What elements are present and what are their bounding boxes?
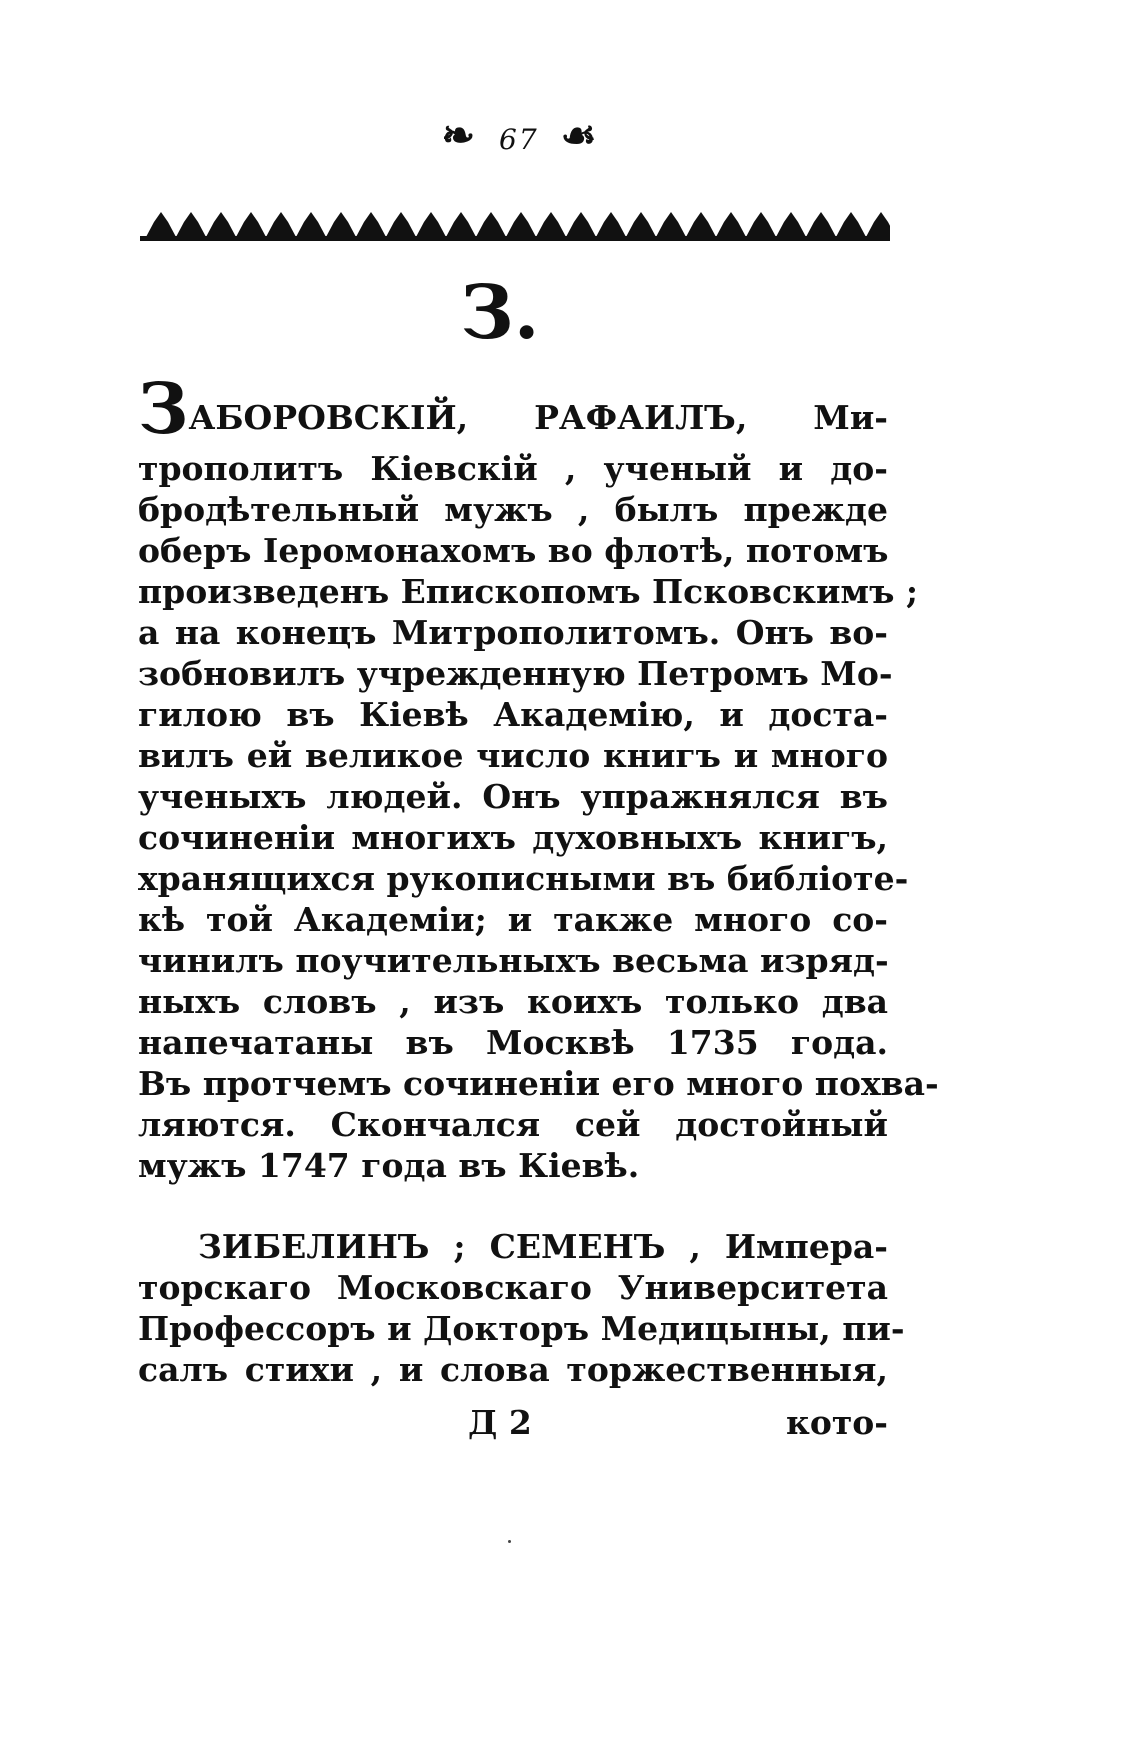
text-line: ЗИБЕЛИНЪ ; СЕМЕНЪ , Импера- — [198, 1227, 888, 1266]
text-line: торскаго Московскаго Университета — [138, 1268, 888, 1307]
right-ornament-icon: ☙ — [560, 112, 599, 159]
left-ornament-icon: ❧ — [441, 112, 478, 159]
text-line: оберъ Іеромонахомъ во флотѣ, потомъ — [138, 531, 889, 570]
ornament-leaf — [716, 212, 746, 237]
drop-cap: З — [138, 367, 189, 450]
text-line: Профессоръ и Докторъ Медицыны, пи- — [138, 1309, 905, 1348]
text-line: ныхъ словъ , изъ коихъ только два — [138, 982, 888, 1021]
ornament-leaf — [866, 212, 890, 237]
text-line: мужъ 1747 года въ Кіевѣ. — [138, 1146, 640, 1185]
page-footer — [138, 1402, 888, 1443]
page-header — [420, 112, 620, 159]
text-line: зобновилъ учрежденную Петромъ Мо- — [138, 654, 893, 693]
text-line: кѣ той Академіи; и также много со- — [138, 900, 888, 939]
text-line: напечатаны въ Москвѣ 1735 года. — [138, 1023, 888, 1062]
text-line: чинилъ поучительныхъ весьма изряд- — [138, 941, 889, 980]
text-line: ученыхъ людей. Онъ упражнялся въ — [138, 777, 888, 816]
text-line — [138, 367, 888, 450]
ornament-leaf — [506, 212, 536, 237]
page-number: 67 — [499, 123, 539, 156]
text-line: сочиненіи многихъ духовныхъ книгъ, — [138, 818, 888, 857]
entry-zaborovsky — [138, 367, 939, 1186]
ornament-leaf — [656, 212, 686, 237]
ornamental-rule-icon — [140, 210, 890, 244]
ornament-leaf — [626, 212, 656, 237]
ornament-leaf — [446, 212, 476, 237]
ornament-leaf — [236, 212, 266, 237]
stray-ink-dot — [508, 1540, 511, 1543]
ornament-leaf — [176, 212, 206, 237]
ornament-leaf — [296, 212, 326, 237]
ornament-leaf — [806, 212, 836, 237]
text-line: трополитъ Кіевскій , ученый и до- — [138, 449, 888, 488]
text-line: а на конецъ Митрополитомъ. Онъ во- — [138, 613, 888, 652]
ornament-leaf — [146, 212, 176, 237]
text-line: гилою въ Кіевѣ Академію, и доста- — [138, 695, 888, 734]
ornament-leaf — [326, 212, 356, 237]
text-line: хранящихся рукописными въ библіоте- — [138, 859, 909, 898]
ornament-leaf — [836, 212, 866, 237]
ornament-leaf — [596, 212, 626, 237]
text-line: произведенъ Епископомъ Псковскимъ ; — [138, 572, 919, 611]
ornament-leaf — [746, 212, 776, 237]
ornament-leaf — [266, 212, 296, 237]
ornament-leaf — [356, 212, 386, 237]
text-line: вилъ ей великое число книгъ и много — [138, 736, 888, 775]
ornament-leaf — [416, 212, 446, 237]
ornament-leaf — [386, 212, 416, 237]
ornament-leaf — [686, 212, 716, 237]
ornament-leaf — [536, 212, 566, 237]
catchword: кото- — [786, 1403, 888, 1442]
letter-heading: З. — [460, 270, 540, 356]
entry-zibelin — [138, 1226, 905, 1390]
text-line: бродѣтельный мужъ , былъ прежде — [138, 490, 888, 529]
text-line: ляются. Скончался сей достойный — [138, 1105, 888, 1144]
text-line-rest: АБОРОВСКІЙ, РАФАИЛЪ, Ми- — [188, 398, 888, 437]
ornament-leaf — [206, 212, 236, 237]
ornament-leaf — [476, 212, 506, 237]
text-line: Въ протчемъ сочиненіи его много похва- — [138, 1064, 939, 1103]
signature-mark: Д 2 — [468, 1403, 532, 1442]
text-line: салъ стихи , и слова торжественныя, — [138, 1350, 888, 1389]
ornament-leaf — [566, 212, 596, 237]
ornament-leaf — [776, 212, 806, 237]
